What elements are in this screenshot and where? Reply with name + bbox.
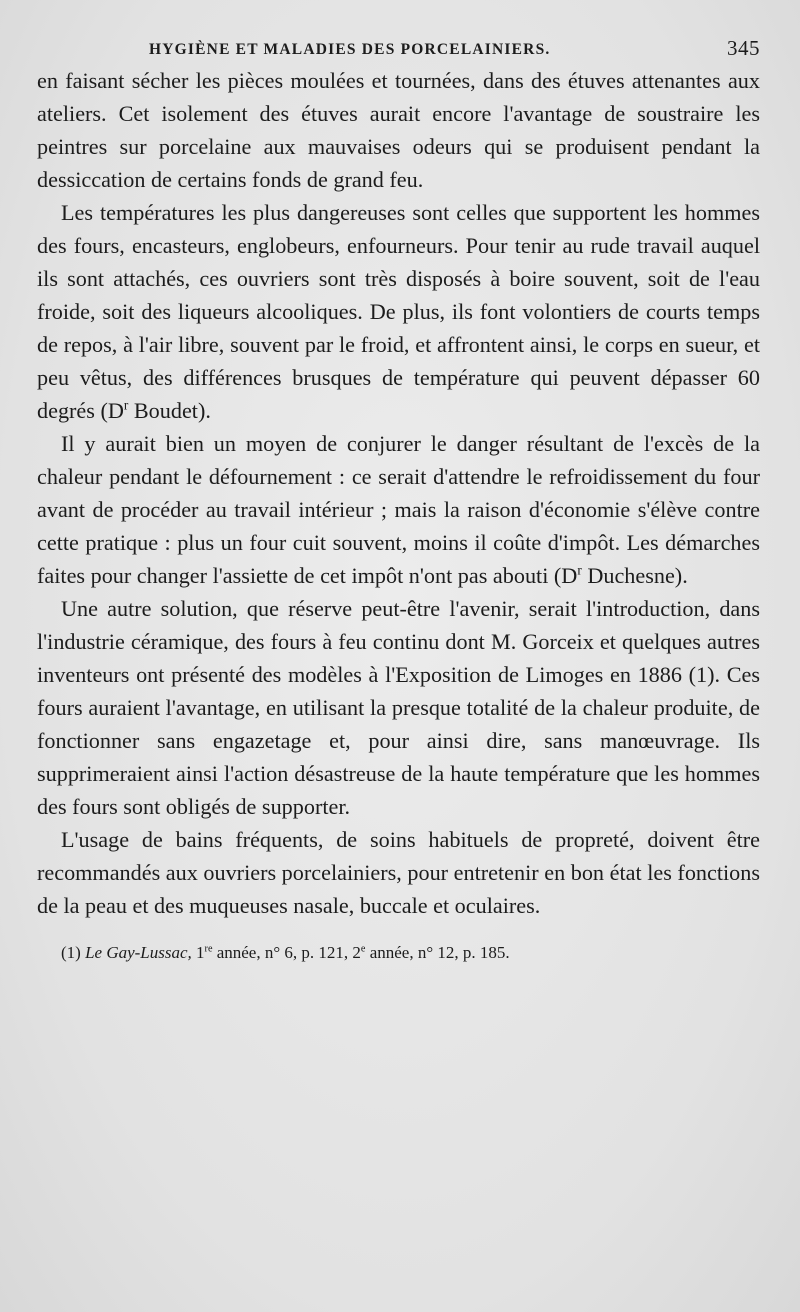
citation-duchesne: Duchesne).	[581, 563, 688, 588]
paragraph-5: L'usage de bains fréquents, de soins habituels de propreté, doivent être recommandés aux ouvriers porcelainiers, pour entretenir en bon état les fonctions de la peau et des muqueuses nasale, buccale et oculaires.	[37, 827, 760, 918]
paragraph-3-text: Il y aurait bien un moyen de conjurer le danger résultant de l'excès de la chaleur pendant le défournement : ce serait d'attendre le refroidissement du four avant de procéder au travail intérieur ; mais la raison d'économie s'élève contre cette pratique : plus un four cuit souvent, moins il coûte d'impôt. Les démarches faites pour changer l'assiette de cet impôt n'ont pas abouti (D	[37, 431, 760, 588]
page-number: 345	[727, 36, 760, 60]
doctor-abbrev-sup: r	[577, 562, 582, 578]
footnote-year2-sup: e	[360, 943, 366, 955]
paragraph-2-text: Les températures les plus dangereuses sont celles que supportent les hommes des fours, encasteurs, englobeurs, enfourneurs. Pour tenir au rude travail auquel ils sont attachés, ces ouvriers sont très disposés à boire souvent, soit de l'eau froide, soit des liqueurs alcooliques. De plus, ils font volontiers de courts temps de repos, à l'air libre, souvent par le froid, et affrontent ainsi, le corps en sueur, et peu vêtus, des différences brusques de température qui peuvent dépasser 60 degrés (D	[37, 200, 760, 423]
running-title: HYGIÈNE ET MALADIES DES PORCELAINIERS.	[149, 41, 551, 58]
paragraph-1: en faisant sécher les pièces moulées et tournées, dans des étuves attenantes aux ateliers. Cet isolement des étuves aurait encore l'avantage de soustraire les peintres sur porcelaine aux mauvaises odeurs qui se produisent pendant la dessiccation de certains fonds de grand feu.	[37, 68, 760, 192]
footnote-issue2: année, n° 12, p. 185.	[365, 943, 510, 962]
footnote-year1: 1	[196, 943, 205, 962]
citation-boudet: Boudet).	[128, 398, 211, 423]
footnote-marker: (1)	[61, 943, 81, 962]
doctor-abbrev-sup: r	[123, 397, 129, 413]
body-text	[37, 64, 760, 922]
footnote	[61, 940, 760, 966]
footnote-journal: Le Gay-Lussac,	[85, 943, 192, 962]
footnote-year1-sup: re	[204, 943, 213, 955]
paragraph-2	[37, 196, 760, 427]
paragraph-3	[37, 427, 760, 592]
paragraph-4: Une autre solution, que réserve peut-être l'avenir, serait l'introduction, dans l'industrie céramique, des fours à feu continu dont M. Gorceix et quelques autres inventeurs ont présenté des modèles à l'Exposition de Limoges en 1886 (1). Ces fours auraient l'avantage, en utilisant la presque totalité de la chaleur produite, de fonctionner sans engazetage et, pour ainsi dire, sans manœuvrage. Ils supprimeraient ainsi l'action désastreuse de la haute température que les hommes des fours sont obligés de supporter.	[37, 596, 760, 819]
running-head	[37, 28, 760, 64]
footnote-issue1: année, n° 6, p. 121, 2	[212, 943, 361, 962]
